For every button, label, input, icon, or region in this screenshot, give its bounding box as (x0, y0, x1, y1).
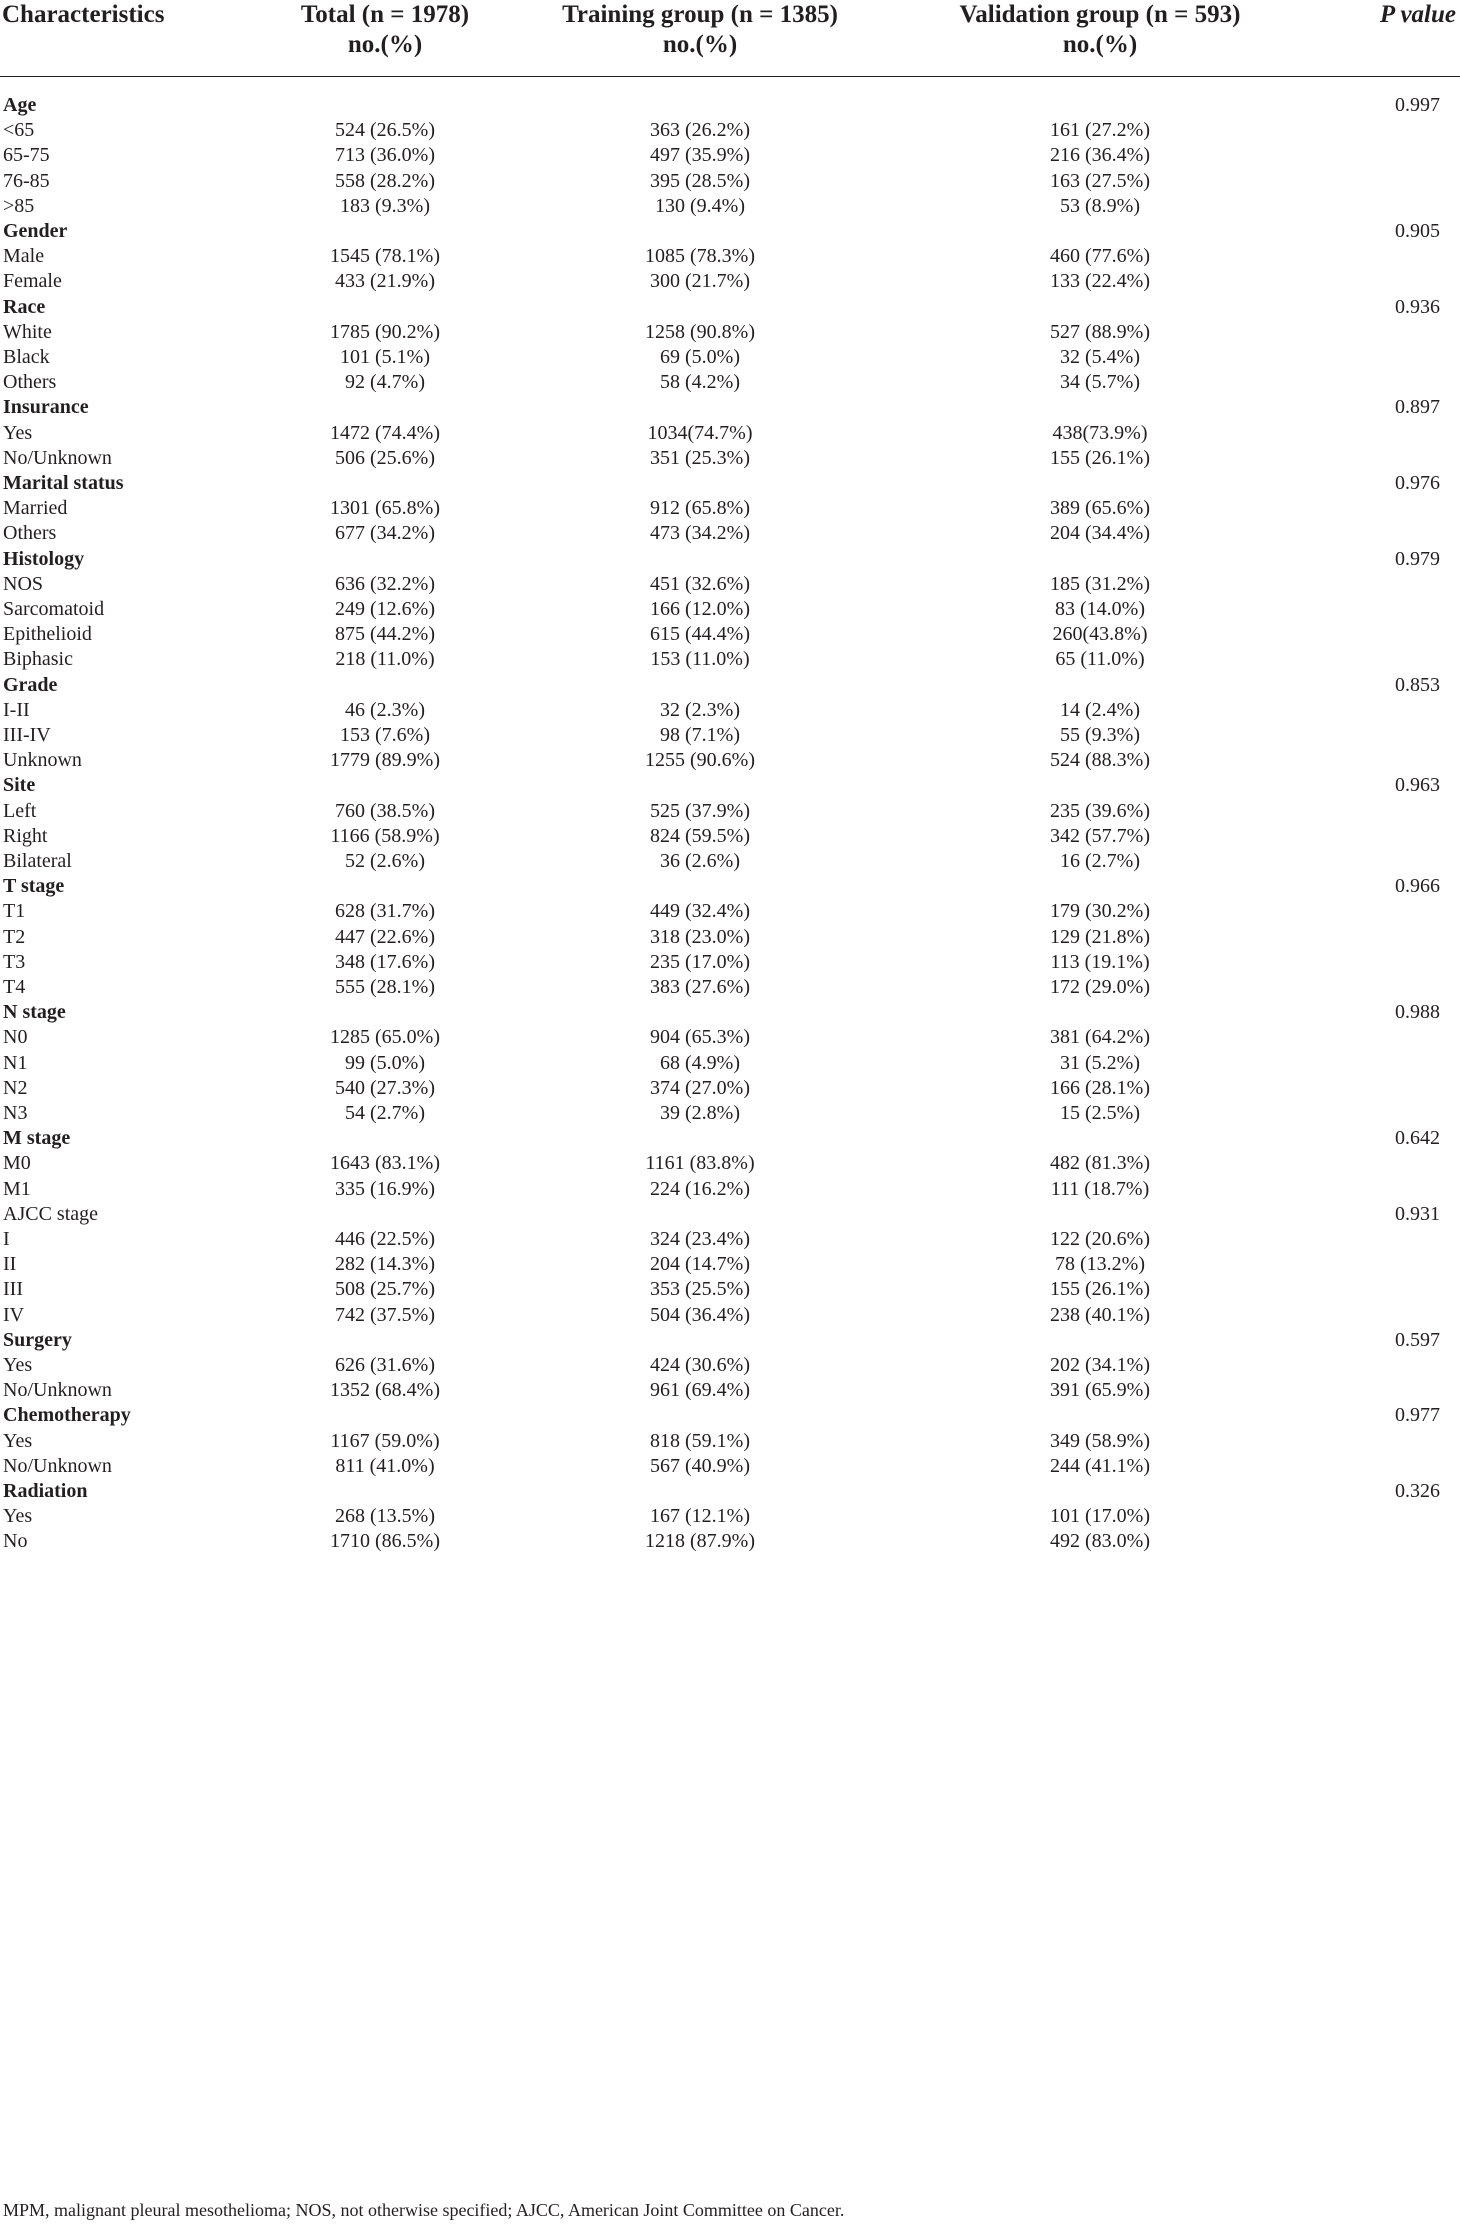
cell-validation: 113 (19.1%) (1050, 950, 1150, 973)
cell-p-value: 0.905 (1395, 220, 1440, 242)
cell-training: 351 (25.3%) (650, 446, 750, 469)
row-label: M stage (3, 1127, 71, 1150)
cell-p-value: 0.966 (1395, 875, 1440, 898)
cell-validation: 238 (40.1%) (1050, 1303, 1150, 1326)
row-label: III (3, 1278, 23, 1301)
row-label: II (3, 1253, 17, 1276)
cell-validation: 78 (13.2%) (1055, 1253, 1145, 1276)
cell-validation: 55 (9.3%) (1060, 724, 1140, 746)
row-label: Sarcomatoid (3, 598, 105, 620)
cell-total: 875 (44.2%) (335, 623, 435, 646)
row-label: No/Unknown (3, 1454, 112, 1477)
row-label: Unknown (3, 749, 82, 772)
row-label: Yes (3, 1505, 33, 1528)
cell-total: 348 (17.6%) (335, 950, 435, 973)
row-label: >85 (3, 194, 35, 217)
row-label: I-II (3, 698, 30, 721)
row-label: Epithelioid (3, 623, 92, 646)
cell-training: 36 (2.6%) (660, 850, 740, 872)
cell-validation: 15 (2.5%) (1060, 1102, 1140, 1124)
cell-training: 374 (27.0%) (650, 1076, 750, 1099)
cell-validation: 163 (27.5%) (1050, 169, 1150, 192)
cell-total: 282 (14.3%) (335, 1253, 435, 1276)
header-characteristics: Characteristics (2, 1, 165, 28)
cell-validation: 111 (18.7%) (1050, 1177, 1150, 1200)
cell-total: 1285 (65.0%) (330, 1026, 440, 1049)
cell-p-value: 0.977 (1395, 1404, 1440, 1427)
cell-validation: 31 (5.2%) (1060, 1051, 1140, 1074)
row-label: Right (3, 824, 48, 847)
cell-validation: 166 (28.1%) (1050, 1076, 1150, 1099)
cell-training: 449 (32.4%) (650, 900, 750, 923)
cell-training: 1258 (90.8%) (645, 320, 755, 343)
cell-p-value: 0.963 (1395, 774, 1440, 797)
cell-total: 1167 (59.0%) (330, 1429, 440, 1452)
cell-validation: 53 (8.9%) (1060, 194, 1140, 217)
cell-training: 224 (16.2%) (650, 1177, 750, 1200)
header-validation: Validation group (n = 593) no.(%) (959, 1, 1241, 58)
header-divider (0, 76, 1460, 77)
cell-validation: 16 (2.7%) (1060, 850, 1140, 872)
cell-p-value: 0.642 (1395, 1127, 1440, 1150)
row-label: White (3, 320, 52, 343)
row-label: N stage (3, 1001, 66, 1024)
cell-training: 166 (12.0%) (650, 598, 750, 620)
row-label: Yes (3, 1429, 33, 1452)
row-label: Age (3, 94, 37, 116)
cell-training: 1255 (90.6%) (645, 749, 755, 772)
cell-total: 249 (12.6%) (335, 598, 435, 620)
cell-validation: 244 (41.1%) (1050, 1454, 1150, 1477)
cell-validation: 235 (39.6%) (1050, 799, 1150, 822)
cell-training: 98 (7.1%) (660, 724, 740, 746)
cell-total: 628 (31.7%) (335, 900, 435, 923)
row-label: Radiation (3, 1480, 88, 1502)
cell-validation: 524 (88.3%) (1050, 749, 1150, 772)
row-label: III-IV (3, 724, 51, 746)
cell-total: 1710 (86.5%) (330, 1530, 440, 1553)
cell-total: 1472 (74.4%) (330, 421, 440, 444)
cell-training: 39 (2.8%) (660, 1102, 740, 1124)
cell-training: 1161 (83.8%) (645, 1152, 755, 1175)
cell-training: 567 (40.9%) (650, 1454, 750, 1477)
cell-total: 99 (5.0%) (345, 1051, 425, 1074)
cell-total: 677 (34.2%) (335, 522, 435, 545)
cell-validation: 482 (81.3%) (1050, 1152, 1150, 1175)
cell-total: 92 (4.7%) (345, 371, 425, 394)
row-label: Others (3, 522, 57, 545)
row-label: 65-75 (3, 144, 50, 167)
cell-validation: 260(43.8%) (1052, 623, 1148, 646)
cell-training: 615 (44.4%) (650, 623, 750, 646)
row-label: Married (3, 497, 68, 520)
cell-validation: 32 (5.4%) (1060, 346, 1140, 368)
row-label: T4 (3, 976, 26, 998)
cell-p-value: 0.988 (1395, 1001, 1440, 1024)
cell-total: 540 (27.3%) (335, 1076, 435, 1099)
cell-p-value: 0.326 (1395, 1480, 1440, 1502)
cell-training: 1085 (78.3%) (645, 245, 755, 268)
cell-validation: 185 (31.2%) (1050, 572, 1150, 595)
cell-training: 912 (65.8%) (650, 497, 750, 520)
cell-total: 555 (28.1%) (335, 976, 435, 998)
row-label: Female (3, 270, 62, 293)
cell-total: 1352 (68.4%) (330, 1379, 440, 1402)
table-footnote: MPM, malignant pleural mesothelioma; NOS, not otherwise specified; AJCC, American Joint Committee on Cancer. (3, 2200, 845, 2220)
cell-training: 69 (5.0%) (660, 346, 740, 368)
cell-total: 713 (36.0%) (335, 144, 435, 167)
cell-total: 506 (25.6%) (335, 446, 435, 469)
row-label: I (3, 1228, 10, 1250)
cell-total: 1166 (58.9%) (330, 824, 440, 847)
row-label: No/Unknown (3, 1379, 112, 1402)
cell-total: 46 (2.3%) (345, 698, 425, 721)
row-label: Marital status (3, 472, 124, 494)
cell-validation: 527 (88.9%) (1050, 320, 1150, 343)
cell-total: 153 (7.6%) (340, 724, 430, 746)
cell-total: 1301 (65.8%) (330, 497, 440, 520)
cell-validation: 101 (17.0%) (1050, 1505, 1150, 1528)
row-label: N0 (3, 1026, 28, 1049)
cell-total: 446 (22.5%) (335, 1228, 435, 1250)
cell-total: 335 (16.9%) (335, 1177, 435, 1200)
cell-training: 324 (23.4%) (650, 1228, 750, 1250)
cell-p-value: 0.979 (1395, 547, 1440, 570)
header-training: Training group (n = 1385) no.(%) (562, 1, 838, 58)
cell-training: 525 (37.9%) (650, 799, 750, 822)
row-label: M0 (3, 1152, 31, 1175)
cell-total: 811 (41.0%) (335, 1454, 435, 1477)
cell-training: 473 (34.2%) (650, 522, 750, 545)
cell-training: 497 (35.9%) (650, 144, 750, 167)
cell-training: 904 (65.3%) (650, 1026, 750, 1049)
row-label: Male (3, 245, 45, 268)
cell-training: 204 (14.7%) (650, 1253, 750, 1276)
cell-validation: 342 (57.7%) (1050, 824, 1150, 847)
cell-training: 1034(74.7%) (647, 421, 753, 444)
cell-training: 32 (2.3%) (660, 698, 740, 721)
cell-validation: 202 (34.1%) (1050, 1354, 1150, 1376)
cell-training: 504 (36.4%) (650, 1303, 750, 1326)
cell-training: 353 (25.5%) (650, 1278, 750, 1301)
header-total: Total (n = 1978) no.(%) (300, 1, 470, 58)
cell-p-value: 0.853 (1395, 673, 1440, 696)
row-label: N2 (3, 1076, 28, 1099)
row-label: T1 (3, 900, 26, 923)
cell-total: 1643 (83.1%) (330, 1152, 440, 1175)
cell-validation: 460 (77.6%) (1050, 245, 1150, 268)
cell-validation: 14 (2.4%) (1060, 698, 1140, 721)
row-label: No (3, 1530, 28, 1553)
cell-training: 153 (11.0%) (650, 648, 750, 671)
cell-total: 524 (26.5%) (335, 119, 435, 142)
cell-total: 54 (2.7%) (345, 1102, 425, 1124)
row-label: AJCC stage (3, 1202, 98, 1225)
cell-validation: 349 (58.9%) (1050, 1429, 1150, 1452)
cell-total: 760 (38.5%) (335, 799, 435, 822)
cell-total: 508 (25.7%) (335, 1278, 435, 1301)
cell-total: 1785 (90.2%) (330, 320, 440, 343)
row-label: Race (3, 295, 46, 318)
row-label: Bilateral (3, 850, 72, 872)
cell-validation: 391 (65.9%) (1050, 1379, 1150, 1402)
cell-validation: 216 (36.4%) (1050, 144, 1150, 167)
row-label: Gender (3, 220, 68, 242)
row-label: T2 (3, 925, 26, 948)
cell-validation: 161 (27.2%) (1050, 119, 1150, 142)
cell-training: 68 (4.9%) (660, 1051, 740, 1074)
row-label: <65 (3, 119, 35, 142)
row-label: N1 (3, 1051, 28, 1074)
row-label: Grade (3, 673, 58, 696)
cell-validation: 438(73.9%) (1052, 421, 1148, 444)
row-label: Chemotherapy (3, 1404, 131, 1427)
cell-total: 1779 (89.9%) (330, 749, 440, 772)
cell-training: 383 (27.6%) (650, 976, 750, 998)
row-label: Biphasic (3, 648, 73, 671)
cell-validation: 492 (83.0%) (1050, 1530, 1150, 1553)
cell-total: 558 (28.2%) (335, 169, 435, 192)
cell-p-value: 0.597 (1395, 1328, 1440, 1351)
cell-validation: 204 (34.4%) (1050, 522, 1150, 545)
cell-validation: 155 (26.1%) (1050, 1278, 1150, 1301)
cell-validation: 179 (30.2%) (1050, 900, 1150, 923)
cell-training: 167 (12.1%) (650, 1505, 750, 1528)
row-label: Yes (3, 421, 33, 444)
row-label: Others (3, 371, 57, 394)
cell-p-value: 0.931 (1395, 1202, 1440, 1225)
cell-validation: 122 (20.6%) (1050, 1228, 1150, 1250)
cell-validation: 172 (29.0%) (1050, 976, 1150, 998)
row-label: M1 (3, 1177, 31, 1200)
row-label: N3 (3, 1102, 28, 1124)
cell-total: 636 (32.2%) (335, 572, 435, 595)
cell-validation: 83 (14.0%) (1055, 598, 1145, 620)
row-label: IV (3, 1303, 25, 1326)
row-label: Black (3, 346, 50, 368)
row-label: Site (3, 774, 36, 797)
cell-training: 58 (4.2%) (660, 371, 740, 394)
cell-total: 447 (22.6%) (335, 925, 435, 948)
row-label: Insurance (3, 396, 89, 419)
cell-validation: 65 (11.0%) (1055, 648, 1145, 671)
row-label: Histology (3, 547, 85, 570)
row-label: Surgery (3, 1328, 72, 1351)
cell-total: 742 (37.5%) (335, 1303, 435, 1326)
cell-training: 363 (26.2%) (650, 119, 750, 142)
cell-training: 824 (59.5%) (650, 824, 750, 847)
row-label: 76-85 (3, 169, 50, 192)
cell-p-value: 0.976 (1395, 472, 1440, 494)
row-label: NOS (3, 572, 44, 595)
cell-training: 424 (30.6%) (650, 1354, 750, 1376)
cell-validation: 133 (22.4%) (1050, 270, 1150, 293)
row-label: T3 (3, 950, 26, 973)
cell-total: 183 (9.3%) (340, 194, 430, 217)
row-label: Left (3, 799, 37, 822)
cell-total: 218 (11.0%) (335, 648, 435, 671)
header-p-value: P value (1379, 1, 1456, 28)
cell-validation: 155 (26.1%) (1050, 446, 1150, 469)
cell-training: 1218 (87.9%) (645, 1530, 755, 1553)
cell-training: 130 (9.4%) (655, 194, 745, 217)
cell-training: 451 (32.6%) (650, 572, 750, 595)
cell-p-value: 0.936 (1395, 295, 1440, 318)
cell-p-value: 0.997 (1395, 94, 1440, 116)
cell-total: 101 (5.1%) (340, 346, 430, 368)
cell-training: 318 (23.0%) (650, 925, 750, 948)
cell-total: 1545 (78.1%) (330, 245, 440, 268)
cell-training: 235 (17.0%) (650, 950, 750, 973)
cell-total: 52 (2.6%) (345, 850, 425, 872)
cell-p-value: 0.897 (1395, 396, 1440, 419)
cell-training: 300 (21.7%) (650, 270, 750, 293)
cell-total: 268 (13.5%) (335, 1505, 435, 1528)
row-label: T stage (3, 875, 65, 898)
row-label: No/Unknown (3, 446, 112, 469)
cell-training: 818 (59.1%) (650, 1429, 750, 1452)
cell-total: 626 (31.6%) (335, 1354, 435, 1376)
cell-validation: 129 (21.8%) (1050, 925, 1150, 948)
cell-total: 433 (21.9%) (335, 270, 435, 293)
cell-training: 395 (28.5%) (650, 169, 750, 192)
cell-validation: 389 (65.6%) (1050, 497, 1150, 520)
table-row (0, 1524, 1460, 1560)
cell-validation: 381 (64.2%) (1050, 1026, 1150, 1049)
row-label: Yes (3, 1354, 33, 1376)
cell-training: 961 (69.4%) (650, 1379, 750, 1402)
cell-validation: 34 (5.7%) (1060, 371, 1140, 394)
